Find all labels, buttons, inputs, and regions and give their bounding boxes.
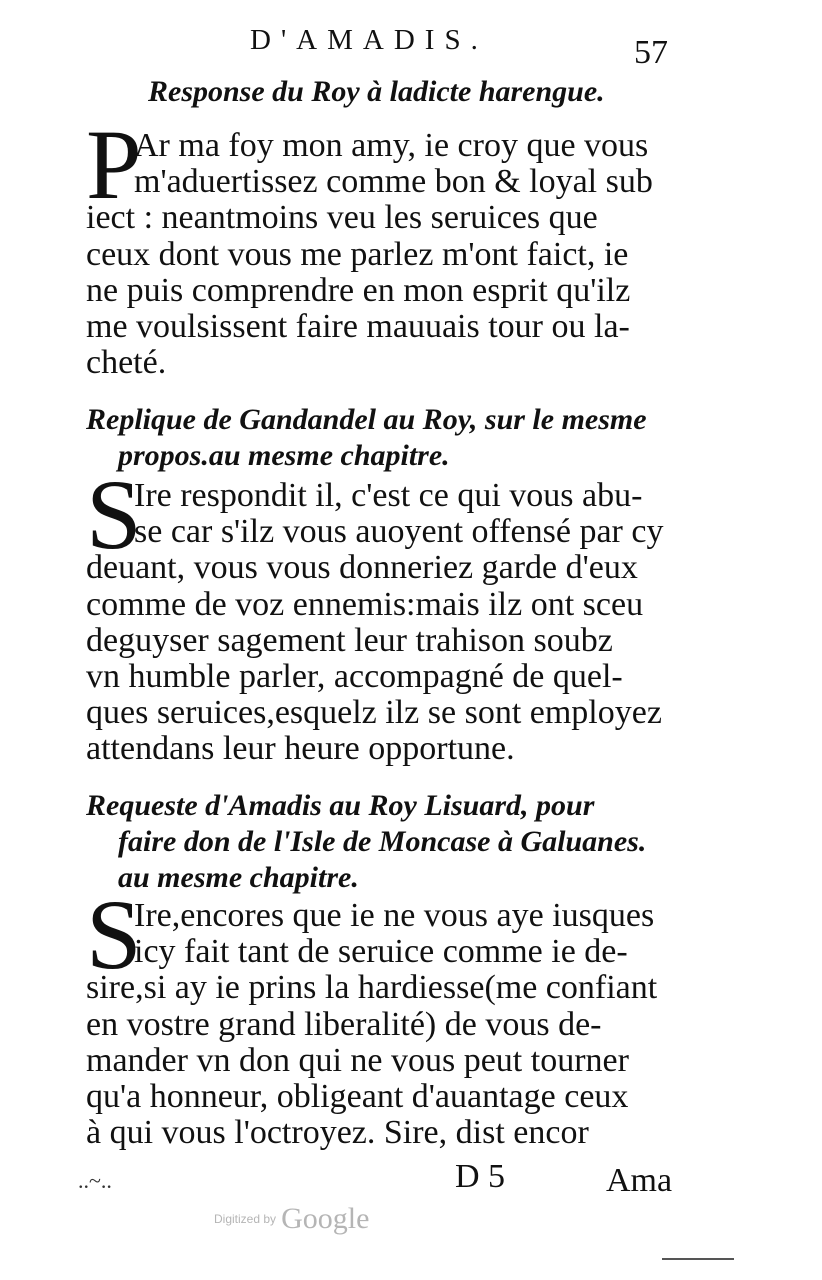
paragraph-response xyxy=(86,128,686,381)
text-line: ques seruices,esquelz ilz se sont employez xyxy=(86,694,662,732)
watermark-prefix: Digitized by xyxy=(214,1212,277,1226)
text-line: me voulsissent faire mauuais tour ou la- xyxy=(86,308,630,346)
digitization-watermark xyxy=(214,1202,369,1236)
text-line: attendans leur heure opportune. xyxy=(86,730,515,768)
text-line: deguyser sagement leur trahison soubz xyxy=(86,621,613,659)
section-heading-response xyxy=(148,74,605,110)
heading-line: au mesme chapitre. xyxy=(118,861,359,894)
signature-mark: D 5 xyxy=(455,1158,506,1195)
text-line: Ire respondit il, c'est ce qui vous abu- xyxy=(134,477,643,514)
drop-cap-p: P xyxy=(86,109,142,220)
text-line: comme de voz ennemis:mais ilz ont sceu xyxy=(86,585,644,623)
paragraph-replique xyxy=(86,478,686,768)
text-line: sire,si ay ie prins la hardiesse(me confiant xyxy=(86,969,658,1007)
text-line: vn humble parler, accompagné de quel- xyxy=(86,658,623,696)
text-line: cheté. xyxy=(86,344,167,382)
page-number: 57 xyxy=(634,34,668,71)
text-line: à qui vous l'octroyez. Sire, dist encor xyxy=(86,1114,589,1152)
text-line: m'aduertissez comme bon & loyal sub xyxy=(134,163,653,201)
text-line: icy fait tant de seruice comme ie de- xyxy=(134,933,628,971)
text-line: Ar ma foy mon amy, ie croy que vous xyxy=(134,127,649,164)
paragraph-requeste xyxy=(86,898,686,1151)
text-line: deuant, vous vous donneriez garde d'eux xyxy=(86,549,638,587)
bottom-rule xyxy=(662,1258,734,1260)
text-line: mander vn don qui ne vous peut tourner xyxy=(86,1041,629,1079)
heading-line: Response du Roy à ladicte harengue. xyxy=(148,75,605,108)
text-line: qu'a honneur, obligeant d'auantage ceux xyxy=(86,1078,629,1116)
catchword: Ama xyxy=(606,1162,673,1199)
ink-smudge: ..~.. xyxy=(78,1168,112,1193)
text-line: se car s'ilz vous auoyent offensé par cy xyxy=(134,513,664,551)
heading-line: Replique de Gandandel au Roy, sur le mesme xyxy=(86,403,647,436)
google-logo: Google xyxy=(281,1202,370,1235)
section-heading-replique xyxy=(86,402,647,474)
text-line: en vostre grand liberalité) de vous de- xyxy=(86,1005,602,1043)
text-line: ceux dont vous me parlez m'ont faict, ie xyxy=(86,235,629,273)
text-line: Ire,encores que ie ne vous aye iusques xyxy=(134,897,655,934)
heading-line: faire don de l'Isle de Moncase à Galuanes. xyxy=(118,825,647,858)
running-head: D'AMADIS. xyxy=(250,24,488,56)
drop-cap-s: S xyxy=(86,459,142,570)
drop-cap-s-2: S xyxy=(86,879,142,990)
heading-line: propos.au mesme chapitre. xyxy=(118,439,450,472)
heading-line: Requeste d'Amadis au Roy Lisuard, pour xyxy=(86,789,595,822)
text-line: iect : neantmoins veu les seruices que xyxy=(86,199,598,237)
text-line: ne puis comprendre en mon esprit qu'ilz xyxy=(86,271,631,309)
section-heading-requeste xyxy=(86,788,646,896)
